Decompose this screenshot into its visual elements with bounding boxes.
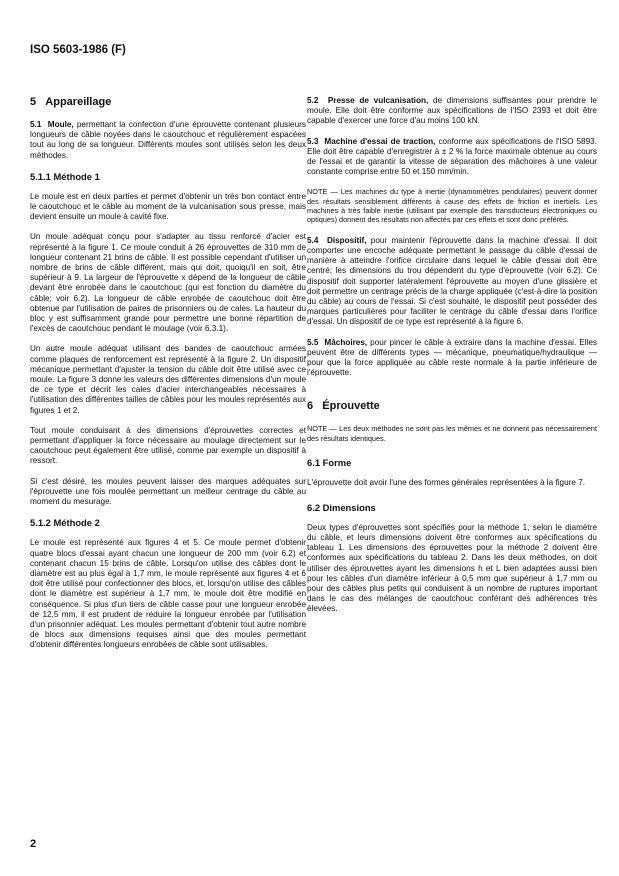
subsection-6-1-text: L'éprouvette doit avoir l'une des formes générales représentées à la figure 7. [307, 477, 586, 487]
right-column [307, 96, 597, 625]
document-id-header: ISO 5603-1986 (F) [30, 44, 126, 56]
subsection-5-1-paragraph [30, 120, 306, 161]
method-2-heading: 5.1.2 Méthode 2 [30, 517, 100, 529]
section-5-heading [30, 96, 306, 108]
method-1-paragraph-3: Un autre moule adéquat utilisant des bandes de caoutchouc armées comme plaques de renforcement est représenté à la figure 2. Un dispositif mécanique permettant d'ajuster la tension du câble doit être utilisé avec ce moule. La figure 3 donne les valeurs des différentes dimensions d'un moule de ce type et décrit les cales d'acier interchangeables nécessaires à l'utilisation des différentes tailles de câbles pour les moules représentés aux figures 1 et 2. [30, 344, 306, 415]
subsection-5-5-number: 5.5 [307, 337, 319, 347]
section-5-title: Appareillage [45, 96, 112, 108]
method-1-paragraph-5: Si c'est désiré, les moules peuvent laisser des marques adéquates sur l'éprouvette une fois moulée permettant un meilleur centrage du câble au moment du mesurage. [30, 476, 306, 507]
section-6-title: Éprouvette [322, 400, 380, 413]
subsection-5-3-paragraph [307, 137, 597, 178]
method-2-paragraph-1: Le moule est représenté aux figures 4 et 5. Ce moule permet d'obtenir quatre blocs d'essai ayant chacun une longueur de 200 mm (voir 6.2) et contenant chacun 15 brins de câble. Lorsqu'on utilise des câbles dont le diamètre est au plus égal à 1,7 mm, le moule représenté aux figures 4 et 6 doit être utilisé pour confectionner des blocs, et, lorsqu'on utilise des câbles dont le diamètre est supérieur à 1,7 mm, le moule doit être modifié en conséquence. Si plus d'un tiers de câble casse pour une longueur enrobée de 12,5 mm, il est prudent de réduire la longueur enrobée par l'utilisation d'un prisonnier adéquat. Les moules permettant d'obtenir tout autre nombre de blocs aux dimensions requises ainsi que des moules permettant d'obtenir différentes longueurs enrobées de câble sont utilisables. [30, 538, 306, 650]
subsection-5-3-label: Machine d'essai de traction, [324, 136, 436, 146]
subsection-5-4-number: 5.4 [307, 235, 319, 245]
subsection-5-2-number: 5.2 [307, 96, 319, 105]
subsection-5-4-label: Dispositif, [326, 235, 367, 245]
subsection-5-5-label: Mâchoires, [324, 337, 368, 347]
subsection-5-2-paragraph [307, 96, 597, 127]
method-1-paragraph-2: Un moule adéquat conçu pour s'adapter au tissu renforcé d'acier est représenté à la figure 1. Ce moule conduit à 26 éprouvettes de 310 mm de longueur contenant 21 brins de câble. Il est possible cependant d'utiliser un nombre de brins de câble différent, mais qui doit, quoiqu'il en soit, être supérieur à 9. La largeur de l'éprouvette x dépend de la longueur de câble devant être enrobée dans le caoutchouc (qui est fonction du diamètre du câble; voir 6.2). La longueur de câble enrobée de caoutchouc doit être obtenue par l'utilisation de paires de prisonniers ou de cales. La hauteur du bloc y est suffisamment grande pour permettre une bonne répartition de l'excès de caoutchouc pendant le moulage (voir 6.3.1). [30, 232, 306, 334]
subsection-5-3-number: 5.3 [307, 136, 319, 146]
subsection-5-1-number: 5.1 [30, 120, 42, 129]
subsection-5-3-text: conforme aux spécifications de l'ISO 5893. Elle doit être capable d'enregistrer à ± 2 % la force maximale obtenue au cours de l'essai et de garantir la vitesse de séparation des mâchoires à une valeur constante comprise entre 50 et 150 mm/min. [307, 136, 597, 177]
subsection-5-5-paragraph [307, 338, 597, 379]
subsection-6-2-text: Deux types d'éprouvettes sont spécifiés pour la méthode 1, selon le diamètre du câble, et leurs dimensions doivent être conformes aux spécifications du tableau 1. Les dimensions des éprouvettes pour la méthode 2 doivent être conformes aux spécifications du tableau 2. Dans les deux méthodes, on doit utiliser des éprouvettes ayant les dimensions h et L bien adaptées aussi bien pour les câbles d'un diamètre inférieur à 0,5 mm que supérieur à 1,7 mm ou pour des câbles plus petits qui conduisent à un nombre de ruptures important dans le cas des mélanges de caoutchouc conférant des adhérences très élevées. [307, 522, 597, 614]
subsection-5-1-label: Moule, [47, 120, 74, 129]
left-column [30, 96, 306, 661]
subsection-6-1-heading: 6.1 Forme [307, 456, 352, 468]
subsection-5-4-paragraph [307, 236, 597, 328]
method-1-paragraph-1: Le moule est en deux parties et permet d'obtenir un très bon contact entre le caoutchouc et le câble au moment de la vulcanisation sous presse, mais devient ensuite un moule à cavité fixe. [30, 191, 306, 222]
subsection-5-5-text: pour pincer le câble à extraire dans la machine d'essai. Elles peuvent être de différents types — mécanique, pneumatique/hydraulique — pour que la force appliquée au câble reste normale à la partie inférieure de l'éprouvette. [307, 337, 597, 378]
page-number: 2 [30, 838, 37, 850]
subsection-5-3-note: NOTE — Les machines du type à inertie (dynamomètres pendulaires) peuvent donner des résultats sensiblement différents à cause des effets de friction et inertiels. Les machines à très faible inertie (utilisant par exemple des transducteurs électroniques ou optiques) donnent des résultats non affectés par ces effets et sont donc préférés. [307, 187, 597, 224]
subsection-5-2-label: Presse de vulcanisation, [327, 96, 429, 105]
subsection-5-4-text: pour maintenir l'éprouvette dans la machine d'essai. Il doit comporter une encoche adéquate permettant le passage du câble d'essai de manière à atteindre l'orifice circulaire dans lequel le câble d'essai doit être centré; les dimensions du trou dépendent du type d'éprouvette (voir 6.2). Ce dispositif doit supporter latéralement l'éprouvette au moyen d'une glissière et doit permettre un centrage précis de la charge appliquée (c'est-à-dire la position du câble) au cours de l'essai. Si c'est souhaité, le dispositif peut posséder des marques particulières pour faciliter le centrage du câble d'essai dans l'orifice d'essai. Un dispositif de ce type est représenté à la figure 6. [307, 235, 597, 327]
section-6-heading [307, 400, 597, 412]
section-5-number: 5 [30, 96, 37, 108]
subsection-5-2-text: de dimensions suffisantes pour prendre le moule. Elle doit être conforme aux spécifications de l'ISO 2393 et doit être capable d'exercer une force d'au moins 100 kN. [307, 96, 597, 126]
subsection-6-2-heading: 6.2 Dimensions [307, 501, 376, 513]
subsection-5-1-text: permettant la confection d'une éprouvette contenant plusieurs longueurs de câble noyées dans le caoutchouc et régulièrement espacées tout au long de sa longueur. Différents moules sont utilisés selon les deux méthodes. [30, 120, 306, 160]
section-6-number: 6 [307, 400, 314, 413]
method-1-heading: 5.1.1 Méthode 1 [30, 170, 100, 182]
method-1-paragraph-4: Tout moule conduisant à des dimensions d'éprouvettes correctes et permettant d'appliquer la force nécessaire au moulage directement sur le caoutchouc peut également être utilisé, comme par exemple un dispositif à ressort. [30, 425, 306, 466]
section-6-note: NOTE — Les deux méthodes ne sont pas les mêmes et ne donnent pas nécessairement des résultats identiques. [307, 424, 597, 443]
